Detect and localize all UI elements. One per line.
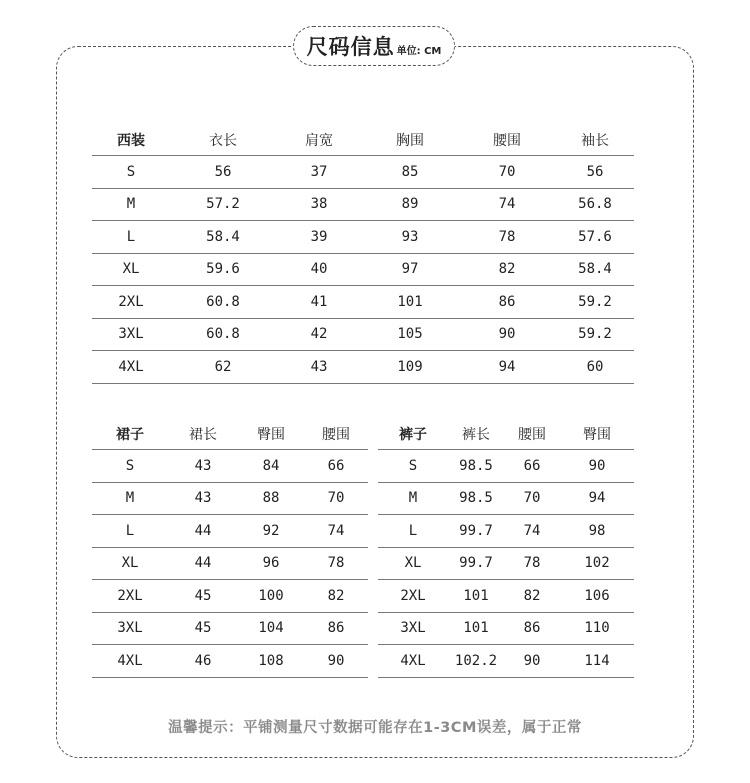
category-header: 裤子: [399, 426, 427, 443]
measurement-cell: 42: [276, 318, 362, 351]
measurement-cell: 102.2: [448, 645, 504, 678]
measurement-cell: 58.4: [170, 221, 276, 254]
table-row: [92, 547, 368, 580]
measurement-cell: 82: [458, 253, 556, 286]
measurement-cell: 88: [238, 482, 304, 515]
column-header: 胸围: [396, 132, 424, 149]
measurement-cell: 92: [238, 515, 304, 548]
measurement-cell: 70: [458, 156, 556, 189]
measurement-cell: 97: [362, 253, 458, 286]
table-row: [92, 450, 368, 483]
size-cell: S: [92, 450, 168, 483]
measurement-cell: 56.8: [556, 188, 634, 221]
measurement-cell: 93: [362, 221, 458, 254]
measurement-cell: 43: [168, 450, 238, 483]
table-row: [92, 286, 634, 319]
table-row: [92, 351, 634, 384]
page-title: 尺码信息: [306, 35, 395, 59]
measurement-cell: 74: [504, 515, 560, 548]
size-cell: L: [92, 221, 170, 254]
measurement-cell: 96: [238, 547, 304, 580]
measurement-cell: 100: [238, 580, 304, 613]
table-row: [378, 515, 634, 548]
size-cell: M: [92, 482, 168, 515]
measurement-cell: 70: [504, 482, 560, 515]
measurement-cell: 78: [458, 221, 556, 254]
measurement-cell: 66: [504, 450, 560, 483]
column-header: 袖长: [581, 132, 609, 149]
size-cell: 3XL: [378, 612, 448, 645]
measurement-cell: 114: [560, 645, 634, 678]
measurement-cell: 37: [276, 156, 362, 189]
measurement-cell: 110: [560, 612, 634, 645]
measurement-cell: 43: [168, 482, 238, 515]
measurement-cell: 86: [304, 612, 368, 645]
table-row: [92, 482, 368, 515]
table-row: [378, 547, 634, 580]
measurement-cell: 46: [168, 645, 238, 678]
measurement-cell: 99.7: [448, 547, 504, 580]
measurement-cell: 90: [504, 645, 560, 678]
measurement-cell: 38: [276, 188, 362, 221]
measurement-cell: 82: [304, 580, 368, 613]
measurement-cell: 82: [504, 580, 560, 613]
measurement-cell: 58.4: [556, 253, 634, 286]
size-cell: XL: [378, 547, 448, 580]
skirt-size-table: [92, 418, 368, 678]
measurement-cell: 39: [276, 221, 362, 254]
measurement-cell: 59.2: [556, 286, 634, 319]
column-header: 肩宽: [305, 132, 333, 149]
measurement-cell: 86: [458, 286, 556, 319]
size-cell: M: [92, 188, 170, 221]
measurement-cell: 90: [458, 318, 556, 351]
measurement-cell: 105: [362, 318, 458, 351]
measurement-cell: 41: [276, 286, 362, 319]
size-cell: XL: [92, 253, 170, 286]
column-header: 衣长: [209, 132, 237, 149]
measurement-cell: 109: [362, 351, 458, 384]
size-cell: XL: [92, 547, 168, 580]
measurement-cell: 94: [458, 351, 556, 384]
measurement-cell: 57.6: [556, 221, 634, 254]
table-row: [92, 253, 634, 286]
measurement-cell: 98.5: [448, 450, 504, 483]
measurement-cell: 102: [560, 547, 634, 580]
size-cell: M: [378, 482, 448, 515]
size-cell: S: [378, 450, 448, 483]
measurement-cell: 90: [304, 645, 368, 678]
measurement-cell: 44: [168, 515, 238, 548]
table-header-row: [92, 418, 368, 450]
column-header: 腰围: [322, 426, 350, 443]
size-cell: 2XL: [378, 580, 448, 613]
suit-size-table: [92, 124, 634, 384]
column-header: 腰围: [518, 426, 546, 443]
measurement-cell: 104: [238, 612, 304, 645]
measurement-cell: 40: [276, 253, 362, 286]
measurement-cell: 98: [560, 515, 634, 548]
category-header: 西装: [117, 132, 145, 149]
measurement-cell: 60.8: [170, 286, 276, 319]
measurement-cell: 101: [448, 612, 504, 645]
size-cell: 3XL: [92, 612, 168, 645]
measurement-note: 温馨提示：平铺测量尺寸数据可能存在1-3CM误差，属于正常: [168, 720, 582, 736]
size-cell: L: [378, 515, 448, 548]
measurement-cell: 106: [560, 580, 634, 613]
measurement-cell: 43: [276, 351, 362, 384]
size-cell: 4XL: [92, 351, 170, 384]
pants-size-table: [378, 418, 634, 678]
size-cell: 4XL: [378, 645, 448, 678]
table-row: [92, 612, 368, 645]
size-cell: L: [92, 515, 168, 548]
table-row: [92, 318, 634, 351]
column-header: 腰围: [493, 132, 521, 149]
measurement-cell: 94: [560, 482, 634, 515]
measurement-cell: 60: [556, 351, 634, 384]
measurement-cell: 60.8: [170, 318, 276, 351]
column-header: 臀围: [257, 426, 285, 443]
measurement-cell: 56: [170, 156, 276, 189]
measurement-cell: 85: [362, 156, 458, 189]
measurement-cell: 70: [304, 482, 368, 515]
table-row: [378, 450, 634, 483]
size-cell: 2XL: [92, 580, 168, 613]
measurement-cell: 59.6: [170, 253, 276, 286]
table-row: [92, 580, 368, 613]
table-row: [378, 580, 634, 613]
table-header-row: [92, 124, 634, 156]
table-row: [92, 221, 634, 254]
measurement-cell: 59.2: [556, 318, 634, 351]
measurement-cell: 57.2: [170, 188, 276, 221]
measurement-cell: 101: [362, 286, 458, 319]
unit-label: 单位: CM: [396, 45, 442, 57]
table-row: [92, 156, 634, 189]
measurement-cell: 62: [170, 351, 276, 384]
measurement-cell: 45: [168, 580, 238, 613]
size-cell: 3XL: [92, 318, 170, 351]
measurement-cell: 56: [556, 156, 634, 189]
column-header: 裙长: [189, 426, 217, 443]
measurement-cell: 89: [362, 188, 458, 221]
title-badge: [293, 26, 455, 66]
measurement-cell: 99.7: [448, 515, 504, 548]
table-row: [92, 645, 368, 678]
measurement-cell: 78: [504, 547, 560, 580]
measurement-cell: 98.5: [448, 482, 504, 515]
table-row: [378, 482, 634, 515]
table-row: [378, 645, 634, 678]
measurement-cell: 78: [304, 547, 368, 580]
measurement-cell: 101: [448, 580, 504, 613]
size-cell: 2XL: [92, 286, 170, 319]
measurement-cell: 74: [458, 188, 556, 221]
size-cell: S: [92, 156, 170, 189]
size-cell: 4XL: [92, 645, 168, 678]
measurement-cell: 66: [304, 450, 368, 483]
measurement-cell: 44: [168, 547, 238, 580]
column-header: 裤长: [462, 426, 490, 443]
measurement-cell: 74: [304, 515, 368, 548]
measurement-cell: 84: [238, 450, 304, 483]
table-row: [92, 515, 368, 548]
measurement-cell: 45: [168, 612, 238, 645]
measurement-cell: 86: [504, 612, 560, 645]
measurement-cell: 90: [560, 450, 634, 483]
category-header: 裙子: [116, 426, 144, 443]
table-row: [378, 612, 634, 645]
table-row: [92, 188, 634, 221]
table-header-row: [378, 418, 634, 450]
column-header: 臀围: [583, 426, 611, 443]
measurement-cell: 108: [238, 645, 304, 678]
